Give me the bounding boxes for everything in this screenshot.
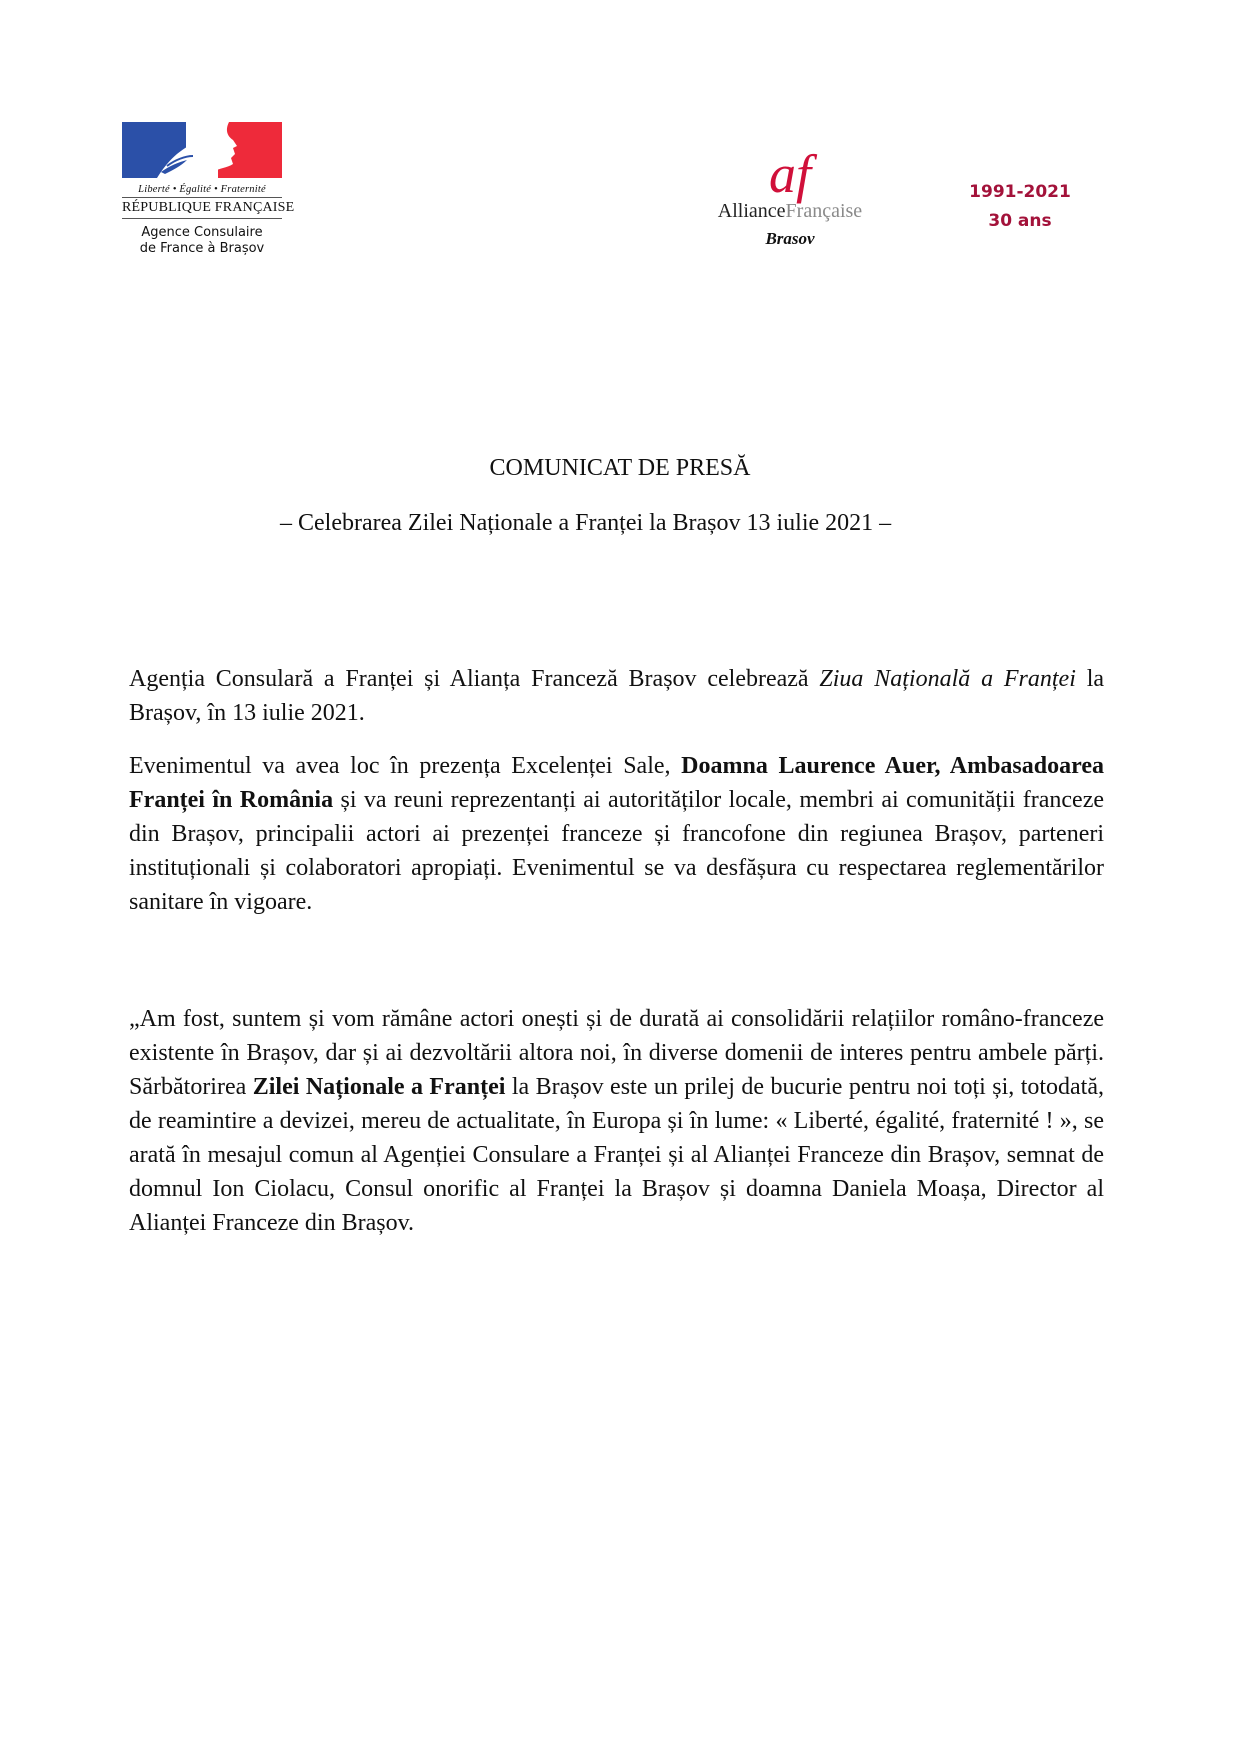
p3-text-a: „Am fost, suntem și vom rămâne actori onești și de durată ai consolidării relațiilor româno-franceze existente în Brașov, dar și ai dezvoltării altora noi, în diverse domenii de interes pentru ambele părți. Sărbătorirea	[129, 1006, 1104, 1100]
paragraph-1	[129, 662, 1104, 730]
paragraph-2	[129, 749, 1104, 919]
p2-bold: Doamna Laurence Auer, Ambasadoarea Franței în România	[129, 753, 1104, 813]
anniversary-years: 1991-2021	[969, 182, 1071, 202]
alliance-francaise-logo	[700, 144, 880, 249]
agency-line-2: de France à Brașov	[139, 241, 265, 256]
anniversary-badge	[960, 178, 1080, 236]
af-name-francaise: Française	[785, 200, 863, 222]
document-subtitle: – Celebrarea Zilei Naționale a Franței la Brașov 13 iulie 2021 –	[280, 510, 892, 536]
p1-text-a: Agenția Consulară a Franței și Alianța Franceză Brașov celebrează	[129, 666, 820, 692]
p1-italic: Ziua Națională a Franței	[819, 666, 1076, 692]
anniversary-label: 30 ans	[988, 211, 1052, 231]
p3-text-b: la Brașov este un prilej de bucurie pentru noi toți și, totodată, de reamintire a devizei, mereu de actualitate, în Europa și în lume: « Liberté, égalité, fraternité ! », se arată în mesajul comun al Agenției Consulare a Franței și al Alianței Franceze din Brașov, semnat de domnul Ion Ciolacu, Consul onorific al Franței la Brașov și doamna Daniela Moașa, Director al Alianței Franceze din Brașov.	[129, 1074, 1104, 1236]
p3-bold: Zilei Naționale a Franței	[252, 1074, 506, 1100]
agency-line-1: Agence Consulaire	[141, 225, 263, 240]
p1-text-b: la Brașov, în 13 iulie 2021.	[129, 666, 1105, 726]
republic-motto: Liberté • Égalité • Fraternité	[138, 184, 266, 195]
p2-text-a: Evenimentul va avea loc în prezența Excelenței Sale,	[129, 753, 682, 779]
document-title: COMUNICAT DE PRESĂ	[489, 455, 751, 481]
republique-francaise-logo	[122, 122, 295, 257]
af-mark-icon: af	[768, 144, 811, 204]
paragraph-3-quote	[129, 1002, 1104, 1240]
marianne-flag-icon	[122, 122, 282, 178]
af-name-alliance: Alliance	[717, 200, 786, 222]
marianne-profile-icon	[147, 122, 257, 178]
agency-name	[122, 225, 282, 257]
af-name	[700, 200, 880, 223]
p2-text-b: și va reuni reprezentanți ai autorităților locale, membri ai comunității franceze din Brașov, principalii actori ai prezenței franceze și francofone din regiunea Brașov, parteneri instituționali și colaboratori apropiați. Evenimentul se va desfășura cu respectarea reglementărilor sanitare în vigoare.	[129, 787, 1105, 915]
af-city: Brasov	[765, 229, 815, 248]
republic-name: RÉPUBLIQUE FRANÇAISE	[122, 197, 282, 219]
